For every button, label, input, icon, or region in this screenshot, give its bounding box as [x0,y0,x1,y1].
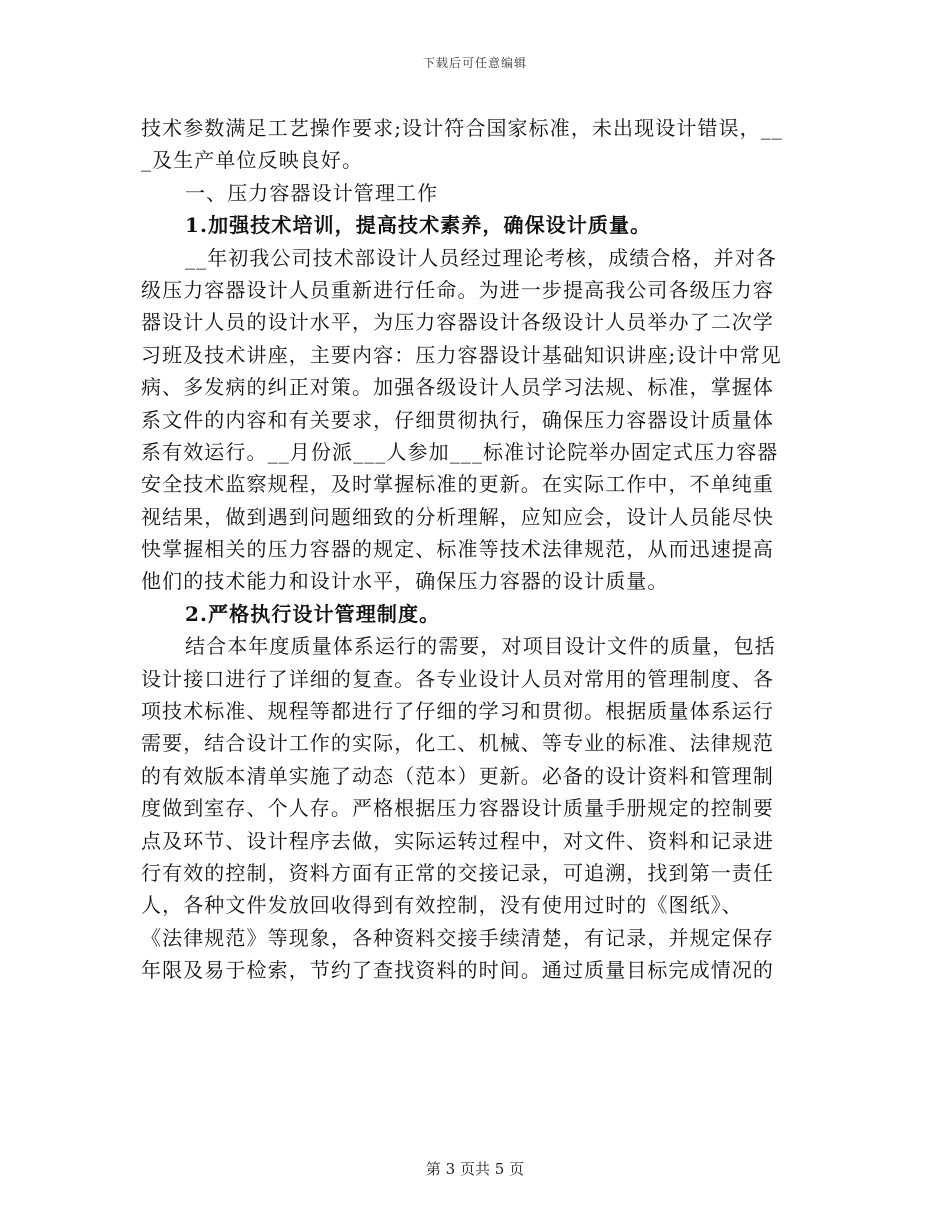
section-heading: 一、压力容器设计管理工作 [185,180,439,205]
paragraph-line: 人，各种文件发放回收得到有效控制，没有使用过时的《图纸》、 [141,893,743,918]
subsection-heading: 1.加强技术培训，提高技术素养，确保设计质量。 [185,213,652,238]
paragraph-line: 习班及技术讲座，主要内容：压力容器设计基础知识讲座;设计中常见 [141,342,782,367]
paragraph-line: 的有效版本清单实施了动态（范本）更新。必备的设计资料和管理制 [141,763,774,788]
paragraph-line: 系有效运行。__月份派___人参加___标准讨论院举办固定式压力容器 [141,439,779,464]
paragraph-line: 年限及易于检索，节约了查找资料的时间。通过质量目标完成情况的 [141,958,774,983]
paragraph-line: 快掌握相关的压力容器的规定、标准等技术法律规范，从而迅速提高 [141,537,774,562]
paragraph-line: 项技术标准、规程等都进行了仔细的学习和贯彻。根据质量体系运行 [141,699,774,724]
paragraph-line: 级压力容器设计人员重新进行任命。为进一步提高我公司各级压力容 [141,277,774,302]
paragraph-line: 系文件的内容和有关要求，仔细贯彻执行，确保压力容器设计质量体 [141,407,774,432]
paragraph-line: 视结果，做到遇到问题细致的分析理解，应知应会，设计人员能尽快 [141,504,774,529]
paragraph-line: 器设计人员的设计水平，为压力容器设计各级设计人员举办了二次学 [141,310,774,335]
paragraph-line: 度做到室存、个人存。严格根据压力容器设计质量手册规定的控制要 [141,796,774,821]
subsection-heading: 2.严格执行设计管理制度。 [185,601,441,626]
paragraph-line: _及生产单位反映良好。 [141,148,364,173]
paragraph-line: 安全技术监察规程，及时掌握标准的更新。在实际工作中，不单纯重 [141,472,774,497]
paragraph-line: 技术参数满足工艺操作要求;设计符合国家标准，未出现设计错误，__ [141,116,783,140]
paragraph-line: 结合本年度质量体系运行的需要，对项目设计文件的质量，包括 [185,634,776,659]
paragraph-line: 点及环节、设计程序去做，实际运转过程中，对文件、资料和记录进 [141,828,774,853]
paragraph-line: 行有效的控制，资料方面有正常的交接记录，可追溯，找到第一责任 [141,860,774,885]
page-header: 下载后可任意编辑 [422,56,527,70]
paragraph-line: 病、多发病的纠正对策。加强各级设计人员学习法规、标准，掌握体 [141,375,774,400]
paragraph-line: 设计接口进行了详细的复查。各专业设计人员对常用的管理制度、各 [141,666,774,691]
document-body [141,112,805,987]
paragraph-line: 需要，结合设计工作的实际，化工、机械、等专业的标准、法律规范 [141,731,774,756]
paragraph-line: 《法律规范》等现象，各种资料交接手续清楚，有记录，并规定保存 [141,925,774,950]
paragraph-line: __年初我公司技术部设计人员经过理论考核，成绩合格，并对各 [185,245,777,270]
page-number: 第 3 页共 5 页 [425,1160,525,1178]
paragraph-line: 他们的技术能力和设计水平，确保压力容器的设计质量。 [141,569,669,594]
